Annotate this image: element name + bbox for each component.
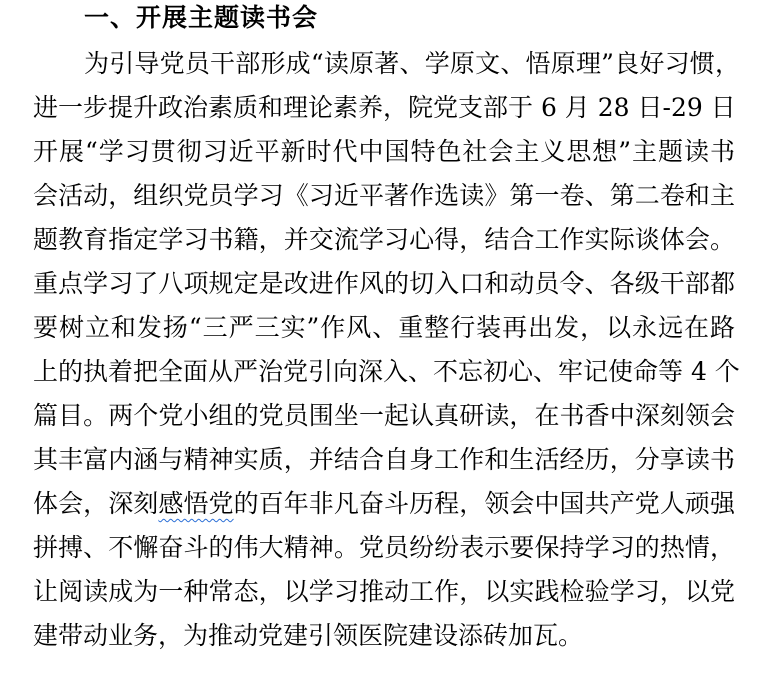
paragraph-line — [0, 86, 772, 130]
paragraph-line — [0, 350, 772, 394]
paragraph-line — [0, 570, 772, 614]
paragraph-line-text: 上的执着把全面从严治党引向深入、不忘初心、牢记使命等 4 个 — [33, 357, 740, 386]
paragraph-line-text: 建带动业务，为推动党建引领医院建设添砖加瓦。 — [33, 621, 584, 650]
paragraph-line — [0, 130, 772, 174]
section-heading: 一、开展主题读书会 — [84, 3, 319, 32]
line-text-after-mark: 的百年非凡奋斗历程，领会中国共产党人顽强 — [233, 489, 735, 518]
paragraph-line-text: 开展“学习贯彻习近平新时代中国特色社会主义思想”主题读书 — [33, 137, 735, 166]
paragraph-line — [0, 306, 772, 350]
paragraph-line-text — [33, 482, 735, 526]
paragraph-line — [0, 42, 772, 86]
paragraph-line-text: 为引导党员干部形成“读原著、学原文、悟原理”良好习惯， — [84, 49, 740, 78]
paragraph-line — [0, 218, 772, 262]
paragraph-line-text: 会活动，组织党员学习《习近平著作选读》第一卷、第二卷和主 — [33, 181, 735, 210]
paragraph-line-text: 题教育指定学习书籍，并交流学习心得，结合工作实际谈体会。 — [33, 225, 735, 254]
spellcheck-marked-text[interactable]: 感悟党 — [158, 489, 234, 518]
paragraph-line-text: 要树立和发扬“三严三实”作风、重整行装再出发，以永远在路 — [33, 313, 735, 342]
paragraph-line-text: 拼搏、不懈奋斗的伟大精神。党员纷纷表示要保持学习的热情， — [33, 533, 735, 562]
paragraph-line-text: 其丰富内涵与精神实质，并结合自身工作和生活经历，分享读书 — [33, 445, 735, 474]
paragraph-line-text: 重点学习了八项规定是改进作风的切入口和动员令、各级干部都 — [33, 269, 735, 298]
paragraph-line — [0, 526, 772, 570]
paragraph-line — [0, 394, 772, 438]
paragraph-line-text: 篇目。两个党小组的党员围坐一起认真研读，在书香中深刻领会 — [33, 401, 735, 430]
paragraph-line — [0, 174, 772, 218]
paragraph-line — [0, 438, 772, 482]
paragraph-line-text: 让阅读成为一种常态，以学习推动工作，以实践检验学习，以党 — [33, 577, 735, 606]
line-text-before-mark: 体会，深刻 — [33, 489, 159, 518]
paragraph-line-text: 进一步提升政治素质和理论素养，院党支部于 6 月 28 日-29 日 — [33, 93, 736, 122]
paragraph-line-with-spellcheck — [0, 482, 772, 526]
paragraph-line — [0, 614, 772, 658]
paragraph-line — [0, 262, 772, 306]
